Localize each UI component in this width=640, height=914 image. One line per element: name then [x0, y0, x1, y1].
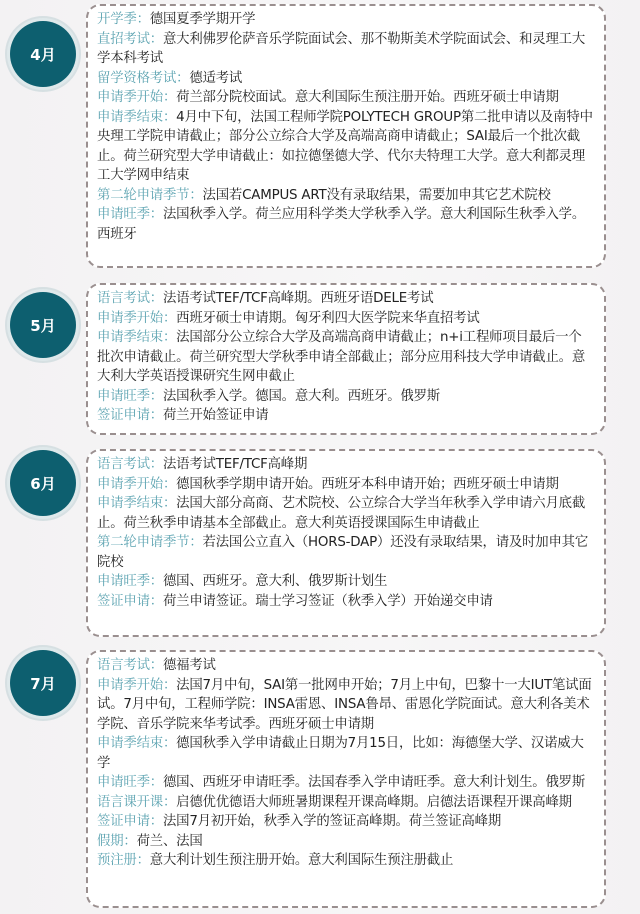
entry-text: 荷兰、法国	[136, 833, 203, 849]
entry-text: 4月中下旬，法国工程师学院POLYTECH GROUP第二批申请以及南特中央理工学院申请截止；部分公立综合大学及高端高商申请截止；SAI最后一个批次截止。荷兰研究型大学申请截止：如拉德堡德大学、代尔夫特理工大学。意大利都灵理工大学网申结束	[97, 109, 593, 183]
entry-label: 直招考试：	[97, 31, 163, 47]
month-card	[86, 650, 606, 908]
entry	[97, 10, 594, 30]
entry-text: 启德优优德语大师班暑期课程开课高峰期。启德法语课程开课高峰期	[176, 794, 572, 810]
entry-text: 西班牙硕士申请期。匈牙利四大医学院来华直招考试	[176, 310, 480, 326]
entry-text: 若法国公立直入（HORS-DAP）还没有录取结果，请及时加申其它院校	[97, 535, 589, 570]
entry-label: 假期：	[97, 833, 137, 849]
entry	[97, 793, 594, 813]
entry-label: 语言课开课：	[97, 794, 177, 810]
entry-text: 法国7月初开始，秋季入学的签证高峰期。荷兰签证高峰期	[162, 814, 502, 829]
entry-label: 申请旺季：	[97, 388, 163, 404]
entry-label: 申请季结束：	[97, 496, 177, 511]
entry	[97, 592, 594, 612]
entry-label: 申请季开始：	[97, 90, 177, 105]
entry-text: 意大利计划生预注册开始。意大利国际生预注册截止	[149, 853, 454, 868]
entry	[97, 851, 594, 871]
entry	[97, 832, 594, 852]
entry-text: 法语考试TEF/TCF高峰期	[162, 457, 308, 472]
entry	[97, 475, 594, 495]
entry	[97, 205, 594, 244]
entry-label: 语言考试：	[97, 291, 163, 306]
entry	[97, 289, 594, 309]
month-badge: 7月	[10, 650, 76, 716]
entry	[97, 676, 594, 735]
entry	[97, 656, 594, 676]
month-badge: 5月	[10, 292, 76, 358]
entry-label: 第二轮申请季节：	[97, 187, 203, 203]
entry-text: 德国夏季学期开学	[149, 12, 256, 27]
entry-text: 德福考试	[162, 658, 216, 673]
entry	[97, 309, 594, 329]
entry-label: 留学资格考试：	[97, 70, 190, 86]
entry	[97, 734, 594, 773]
entry-label: 申请季开始：	[97, 677, 177, 693]
entry	[97, 494, 594, 533]
entry	[97, 387, 594, 407]
entry	[97, 773, 594, 793]
entry	[97, 533, 594, 572]
entry-label: 申请旺季：	[97, 574, 163, 589]
entry-text: 荷兰开始签证申请	[162, 408, 269, 423]
entry-label: 签证申请：	[97, 408, 163, 423]
entry-label: 开学季：	[97, 12, 150, 27]
entry-text: 法语考试TEF/TCF高峰期。西班牙语DELE考试	[162, 291, 434, 306]
entry-label: 申请旺季：	[97, 775, 163, 790]
entry-label: 语言考试：	[97, 658, 163, 673]
entry-label: 申请旺季：	[97, 207, 163, 222]
entry-label: 签证申请：	[97, 814, 163, 829]
entry-text: 意大利佛罗伦萨音乐学院面试会、那不勒斯美术学院面试会、和灵理工大学本科考试	[97, 31, 586, 66]
entry-text: 德适考试	[189, 70, 243, 86]
entry	[97, 108, 594, 186]
entry-label: 申请季结束：	[97, 330, 177, 345]
entry-label: 预注册：	[97, 853, 150, 868]
entry-label: 申请季开始：	[97, 310, 177, 326]
entry-label: 申请季开始：	[97, 476, 177, 492]
entry-text: 法国若CAMPUS ART没有录取结果，需要加申其它艺术院校	[202, 187, 551, 203]
entry	[97, 572, 594, 592]
entry-label: 第二轮申请季节：	[97, 535, 203, 550]
month-card	[86, 449, 606, 637]
entry-text: 德国秋季入学申请截止日期为7月15日，比如：海德堡大学、汉诺威大学	[97, 736, 584, 771]
entry	[97, 812, 594, 832]
entry	[97, 186, 594, 206]
entry-label: 语言考试：	[97, 457, 163, 472]
entry-label: 申请季结束：	[97, 109, 177, 125]
entry	[97, 88, 594, 108]
entry	[97, 455, 594, 475]
month-badge: 6月	[10, 450, 76, 516]
entry	[97, 30, 594, 69]
entry-text: 法国秋季入学。荷兰应用科学类大学秋季入学。意大利国际生秋季入学。西班牙	[97, 207, 586, 242]
entry-text: 德国、西班牙。意大利、俄罗斯计划生	[162, 574, 388, 589]
entry-text: 法国秋季入学。德国。意大利。西班牙。俄罗斯	[162, 388, 440, 404]
entry-label: 申请季结束：	[97, 736, 177, 751]
entry-text: 荷兰申请签证。瑞士学习签证（秋季入学）开始递交申请	[162, 593, 493, 609]
entry-text: 法国大部分高商、艺术院校、公立综合大学当年秋季入学申请六月底截止。荷兰秋季申请基本全部截止。意大利英语授课国际生申请截止	[97, 496, 586, 531]
entry-text: 德国秋季学期申请开始。西班牙本科申请开始；西班牙硕士申请期	[176, 476, 559, 492]
entry-text: 法国部分公立综合大学及高端高商申请截止；n+i工程师项目最后一个批次申请截止。荷兰研究型大学秋季申请全部截止；部分应用科技大学申请截止。意大利大学英语授课研究生网申截止	[97, 330, 586, 384]
entry-text: 荷兰部分院校面试。意大利国际生预注册开始。西班牙硕士申请期	[176, 90, 559, 105]
entry	[97, 406, 594, 426]
entry	[97, 328, 594, 387]
month-badge: 4月	[10, 21, 76, 87]
month-card	[86, 4, 606, 268]
month-card	[86, 283, 606, 435]
entry-text: 德国、西班牙申请旺季。法国春季入学申请旺季。意大利计划生。俄罗斯	[162, 775, 586, 790]
entry-text: 法国7月中旬，SAI第一批网申开始；7月上中旬，巴黎十一大IUT笔试面试。7月中旬，工程师学院：INSA雷恩、INSA鲁昂、雷恩化学院面试。意大利各美术学院、音乐学院来华考试季。西班牙硕士申请期	[97, 677, 592, 732]
entry-label: 签证申请：	[97, 593, 163, 609]
entry	[97, 69, 594, 89]
